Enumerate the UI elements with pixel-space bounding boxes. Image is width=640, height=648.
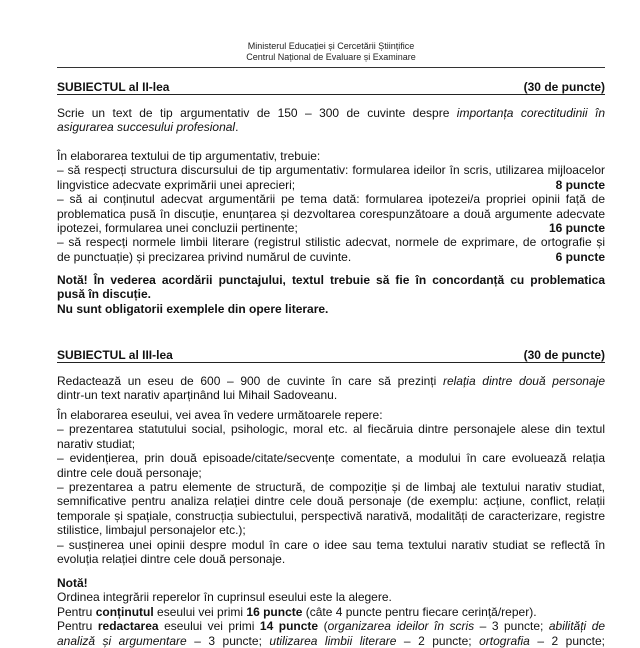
req-2-last [57, 221, 605, 235]
req-2-line-2: dintre cele două personaje; [57, 465, 202, 480]
text: (câte 4 puncte pentru fiecare cerință/reper). [302, 604, 537, 619]
req-1-last [57, 178, 605, 192]
subject-3-points: (30 de puncte) [523, 348, 605, 362]
req-4-line-2: evoluția relației dintre cele două personaje. [57, 552, 286, 567]
text: eseului vei primi [158, 619, 260, 634]
redact-label: redactarea [97, 619, 159, 634]
text: eseului vei primi [153, 604, 247, 619]
prompt-text: Scrie un text de tip argumentativ de 150 – 300 de cuvinte despre [57, 106, 457, 120]
prompt-line-2: dintr-un text narativ aparținând lui Mihail Sadoveanu. [57, 388, 338, 403]
text: – 2 puncte; [396, 633, 480, 648]
text: ( [318, 619, 328, 634]
note-redact-scoring-1 [57, 619, 605, 633]
req-2-line-2: problematica pusă în discuție, enunțarea și dezvoltarea corespunzătoare a două argumente adecvate [57, 206, 605, 221]
subject-3-heading [57, 348, 605, 363]
subject-3-prompt [57, 374, 605, 403]
ministry-name: Ministerul Educației și Cercetării Științifice [247, 41, 415, 51]
note-line-2: pusă în discuție. [57, 287, 152, 302]
note-line-3: Nu sunt obligatorii exemplele din opere literare. [57, 301, 329, 316]
prompt-topic: relația dintre două personaje [442, 374, 605, 388]
center-name: Centrul Național de Evaluare și Examinare [246, 52, 416, 62]
req-3-last [57, 250, 605, 264]
document-header [57, 41, 605, 63]
note-line-1: Notă! În vederea acordării punctajului, textul trebuie să fie în concordanță cu problematica [57, 273, 605, 287]
requirements-intro: În elaborarea eseului, vei avea în vedere următoarele repere: [57, 408, 383, 422]
criterion-organization: organizarea ideilor în scris [327, 619, 475, 634]
prompt-topic: importanța corectitudinii în [456, 106, 605, 120]
note-redact-scoring-2 [57, 634, 605, 648]
req-3-line-3: temporale și spațiale, construcția subiectului, perspectivă narativă, modalități de caracterizare, registre [57, 508, 605, 523]
header-divider [57, 67, 605, 68]
req-1-line-2: lingvistice adecvate exprimării unei aprecieri; [57, 177, 296, 192]
req-1-line-1: – prezentarea statutului social, psihologic, moral etc. al fiecăruia dintre personajele alese din textul [57, 422, 605, 437]
req-2-line-3: ipotezei, formularea unei concluzii pertinente; [57, 221, 298, 236]
req-3-line-2: de punctuație) și precizarea privind numărul de cuvinte. [57, 249, 352, 264]
req-3-line-2: semnificative pentru analiza relației dintre cele două personaje (de exemplu: acțiune, conflict, relații [57, 494, 605, 509]
req-2-score: 16 puncte [548, 221, 605, 236]
req-4-line-1: – susținerea unei opinii despre modul în care o idee sau tema textului narativ studiat se reflectă în [57, 537, 605, 552]
prompt-end: . [235, 120, 239, 135]
req-3-score: 6 puncte [555, 249, 605, 264]
criterion-spelling: ortografia [479, 633, 530, 648]
content-points: 16 puncte [246, 604, 303, 619]
req-2-line-1: – să ai conținutul adecvat argumentării pe tema dată: formularea ipotezei/a propriei opinii față de [57, 192, 605, 207]
subject-2-heading [57, 80, 605, 95]
text: – 2 puncte; [529, 633, 606, 648]
subject-2-title: SUBIECTUL al II-lea [57, 80, 170, 94]
criterion-analysis-cont: analiză și argumentare [57, 633, 187, 648]
subject-2-requirements [57, 149, 605, 264]
criterion-analysis: abilități de [548, 619, 606, 634]
subject-3-requirements [57, 408, 605, 566]
req-3-line-1: – să respecți normele limbii literare (registrul stilistic adecvat, normele de exprimare, de ortografie și [57, 235, 605, 250]
note-order: Ordinea integrării reperelor în cuprinsul eseului este la alegere. [57, 590, 392, 605]
subject-2-points: (30 de puncte) [523, 80, 605, 94]
subject-2-note [57, 273, 605, 316]
subject-2-prompt [57, 106, 605, 135]
req-1-line-1: – să respecți structura discursului de tip argumentativ: formularea ideilor în scris, utilizarea mijloacelor [57, 163, 605, 178]
note-content-scoring [57, 605, 605, 619]
req-1-line-2: narativ studiat; [57, 436, 136, 451]
redact-points: 14 puncte [259, 619, 319, 634]
req-3-line-1: – prezentarea a patru elemente de structură, de compoziție și de limbaj ale textului narativ studiat, [57, 480, 605, 495]
content-label: conținutul [95, 604, 154, 619]
text: Pentru [57, 604, 96, 619]
req-2-line-1: – evidențierea, prin două episoade/citate/secvențe comentate, a modului în care evoluează relația [57, 451, 605, 466]
req-1-score: 8 puncte [555, 177, 605, 192]
text: – 3 puncte; [474, 619, 549, 634]
requirements-intro: În elaborarea textului de tip argumentativ, trebuie: [57, 149, 321, 163]
subject-3-note [57, 576, 605, 648]
note-title: Notă! [57, 576, 88, 590]
subject-3-title: SUBIECTUL al III-lea [57, 348, 173, 362]
req-3-line-4: stilistice, limbajul personajelor etc.); [57, 523, 246, 538]
prompt-topic-cont: asigurarea succesului profesional [57, 120, 236, 135]
prompt-text: Redactează un eseu de 600 – 900 de cuvinte în care să prezinți [57, 374, 443, 388]
text: Pentru [57, 619, 98, 634]
text: – 3 puncte; [186, 633, 270, 648]
criterion-language: utilizarea limbii literare [269, 633, 397, 648]
